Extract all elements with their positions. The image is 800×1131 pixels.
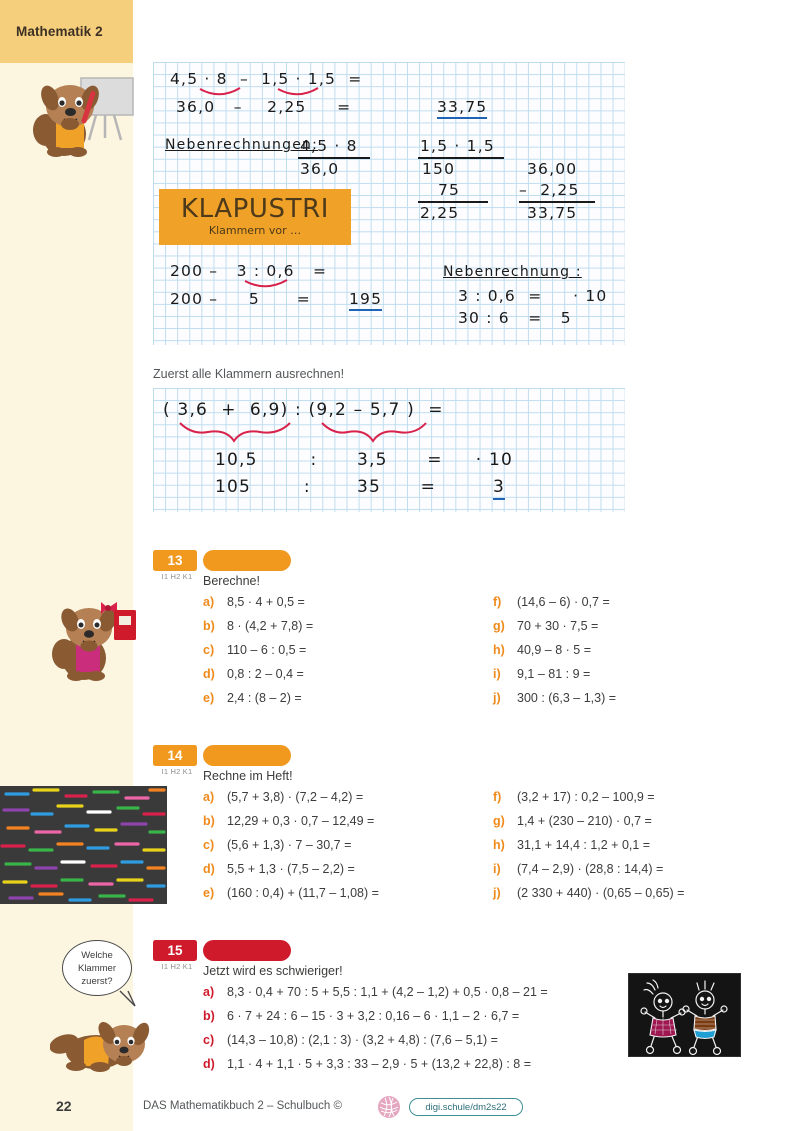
item-expression: 31,1 + 14,4 : 1,2 + 0,1 = — [517, 838, 651, 852]
item-label: g) — [493, 814, 505, 828]
item-label: j) — [493, 886, 501, 900]
digi-schule-code-badge[interactable]: digi.schule/dm2s22 — [409, 1098, 523, 1116]
example2-side-label: Nebenrechnung : — [443, 264, 582, 280]
exercise-item — [493, 643, 800, 667]
instruction-text: Zuerst alle Klammern ausrechnen! — [153, 367, 345, 381]
exercise-14 — [153, 745, 793, 900]
exercise-item — [493, 691, 800, 715]
subject-header-tab — [0, 0, 133, 63]
item-label: c) — [203, 838, 215, 852]
item-label: e) — [203, 886, 215, 900]
item-expression: (14,6 – 6) · 0,7 = — [517, 595, 610, 609]
exercise-item — [493, 595, 800, 619]
paperclips-photo — [0, 786, 167, 904]
exercise-item — [203, 838, 503, 862]
item-label: i) — [493, 667, 501, 681]
item-label: j) — [493, 691, 501, 705]
example2-result: 195 — [349, 290, 382, 311]
item-expression: 9,1 – 81 : 9 = — [517, 667, 591, 681]
exercise-15-number: 15 — [153, 940, 197, 961]
example1-line2: 36,0 – 2,25 = — [176, 98, 352, 116]
exercise-13-right-column — [493, 595, 800, 715]
exercise-item — [493, 667, 800, 691]
klapustri-callout-box — [159, 189, 351, 245]
dog-mascot-lying-illustration — [50, 1000, 155, 1072]
exercise-item — [493, 886, 800, 910]
item-label: d) — [203, 862, 215, 876]
exercise-14-competency: I1 H2 K1 — [161, 767, 193, 776]
item-label: b) — [203, 814, 215, 828]
exercise-15-title-bar — [203, 940, 291, 961]
item-expression: 40,9 – 8 · 5 = — [517, 643, 592, 657]
item-expression: 110 – 6 : 0,5 = — [227, 643, 307, 657]
page-title: Mathematik 2 — [16, 24, 103, 39]
speech-bubble — [62, 940, 132, 996]
example1-side3-row2: – 2,25 — [519, 181, 580, 199]
red-brace-annotation — [178, 421, 298, 443]
example2-side-line1: 3 : 0,6 = · 10 — [458, 287, 608, 305]
exercise-13-competency: I1 H2 K1 — [161, 572, 193, 581]
item-label: c) — [203, 1033, 215, 1047]
exercise-item — [203, 886, 503, 910]
item-expression: 300 : (6,3 – 1,3) = — [517, 691, 617, 705]
exercise-14-title-bar — [203, 745, 291, 766]
item-label: c) — [203, 643, 215, 657]
item-expression: 8,3 · 0,4 + 70 : 5 + 5,5 : 1,1 + (4,2 – 1,2) + 0,5 · 0,8 – 21 = — [227, 985, 548, 999]
example1-line1: 4,5 · 8 – 1,5 · 1,5 = — [170, 70, 363, 88]
item-expression: 8,5 · 4 + 0,5 = — [227, 595, 305, 609]
exercise-item — [203, 814, 503, 838]
exercise-15-competency: I1 H2 K1 — [161, 962, 193, 971]
exercise-item — [203, 1057, 763, 1081]
item-label: h) — [493, 643, 505, 657]
exercise-item — [203, 790, 503, 814]
item-label: d) — [203, 1057, 215, 1071]
example1-side3-result: 33,75 — [527, 204, 578, 222]
exercise-14-number: 14 — [153, 745, 197, 766]
exercise-14-right-column — [493, 790, 800, 910]
example3-line2: 10,5 : 3,5 = · 10 — [215, 450, 513, 470]
example1-side-label: Nebenrechnungen: — [165, 137, 318, 153]
item-label: f) — [493, 790, 502, 804]
exercise-13-left-column — [203, 595, 503, 715]
item-expression: 6 · 7 + 24 : 6 – 15 · 3 + 3,2 : 0,16 – 6 · 1,1 – 2 · 6,7 = — [227, 1009, 520, 1023]
speech-line-1: Welche — [81, 950, 113, 961]
example1-side2-expr: 1,5 · 1,5 — [420, 137, 495, 155]
example3-result: 3 — [493, 477, 505, 500]
item-label: a) — [203, 790, 215, 804]
item-expression: (5,6 + 1,3) · 7 – 30,7 = — [227, 838, 352, 852]
item-expression: 1,4 + (230 – 210) · 0,7 = — [517, 814, 652, 828]
dog-mascot-with-book-illustration — [48, 588, 144, 688]
item-label: b) — [203, 1009, 215, 1023]
example1-side1-result: 36,0 — [300, 160, 340, 178]
page-footer — [0, 1088, 800, 1131]
calc-rule — [298, 157, 370, 159]
item-expression: (160 : 0,4) + (11,7 – 1,08) = — [227, 886, 379, 900]
example1-side3-row1: 36,00 — [527, 160, 578, 178]
red-brace-annotation — [320, 421, 436, 443]
item-label: f) — [493, 595, 502, 609]
calc-rule — [418, 157, 504, 159]
dog-mascot-with-whiteboard-illustration — [26, 68, 136, 160]
item-label: i) — [493, 862, 501, 876]
exercise-15-instruction: Jetzt wird es schwieriger! — [203, 964, 343, 978]
item-label: a) — [203, 595, 215, 609]
klapustri-subtitle: Klammern vor … — [208, 224, 302, 237]
exercise-item — [493, 862, 800, 886]
exercise-item — [203, 595, 503, 619]
item-expression: (5,7 + 3,8) · (7,2 – 4,2) = — [227, 790, 364, 804]
exercise-14-instruction: Rechne im Heft! — [203, 769, 293, 783]
footer-copyright-text: DAS Mathematikbuch 2 – Schulbuch © — [143, 1100, 342, 1112]
example2-line2: 200 – 5 = — [170, 290, 311, 308]
exercise-item — [203, 862, 503, 886]
item-expression: (3,2 + 17) : 0,2 – 100,9 = — [517, 790, 655, 804]
item-label: a) — [203, 985, 215, 999]
exercise-15 — [153, 940, 793, 1071]
chalkboard-dancing-kids-illustration — [628, 973, 741, 1057]
exercise-item — [493, 619, 800, 643]
klapustri-title: KLAPUSTRI — [180, 194, 330, 224]
speech-line-2: Klammer — [77, 963, 116, 974]
calc-rule — [519, 201, 595, 203]
example3-line1: ( 3,6 + 6,9) : (9,2 – 5,7 ) = — [163, 400, 444, 420]
item-label: g) — [493, 619, 505, 633]
item-label: h) — [493, 838, 505, 852]
exercise-13-instruction: Berechne! — [203, 574, 260, 588]
item-expression: (2 330 + 440) · (0,65 – 0,65) = — [517, 886, 685, 900]
item-expression: 12,29 + 0,3 · 0,7 – 12,49 = — [227, 814, 375, 828]
speech-line-3: zuerst? — [81, 976, 113, 987]
exercise-13-title-bar — [203, 550, 291, 571]
publisher-logo-icon — [378, 1096, 400, 1118]
exercise-item — [203, 619, 503, 643]
exercise-13-number: 13 — [153, 550, 197, 571]
item-expression: 2,4 : (8 – 2) = — [227, 691, 302, 705]
item-expression: 8 · (4,2 + 7,8) = — [227, 619, 314, 633]
example1-side2-result: 2,25 — [420, 204, 460, 222]
exercise-item — [493, 790, 800, 814]
exercise-13 — [153, 550, 793, 705]
item-label: b) — [203, 619, 215, 633]
example3-line3: 105 : 35 = — [215, 477, 437, 497]
example2-line1: 200 – 3 : 0,6 = — [170, 262, 328, 280]
exercise-item — [203, 643, 503, 667]
item-expression: (14,3 – 10,8) : (2,1 : 3) · (3,2 + 4,8) : (7,6 – 5,1) = — [227, 1033, 498, 1047]
exercise-14-left-column — [203, 790, 503, 910]
item-expression: 1,1 · 4 + 1,1 · 5 + 3,3 : 33 – 2,9 · 5 + (13,2 + 22,8) : 8 = — [227, 1057, 532, 1071]
example1-side2-row2: 75 — [438, 181, 461, 199]
example1-side2-row1: 150 — [422, 160, 456, 178]
calc-rule — [418, 201, 488, 203]
example2-side-line2: 30 : 6 = 5 — [458, 309, 572, 327]
exercise-item — [203, 691, 503, 715]
item-expression: 0,8 : 2 – 0,4 = — [227, 667, 304, 681]
item-label: e) — [203, 691, 215, 705]
item-expression: 5,5 + 1,3 · (7,5 – 2,2) = — [227, 862, 355, 876]
item-expression: (7,4 – 2,9) · (28,8 : 14,4) = — [517, 862, 664, 876]
example1-side1-expr: 4,5 · 8 — [300, 137, 358, 155]
item-expression: 70 + 30 · 7,5 = — [517, 619, 599, 633]
page-number: 22 — [56, 1098, 72, 1114]
exercise-item — [493, 814, 800, 838]
exercise-item — [203, 667, 503, 691]
item-label: d) — [203, 667, 215, 681]
example1-result: 33,75 — [437, 98, 487, 119]
exercise-item — [493, 838, 800, 862]
